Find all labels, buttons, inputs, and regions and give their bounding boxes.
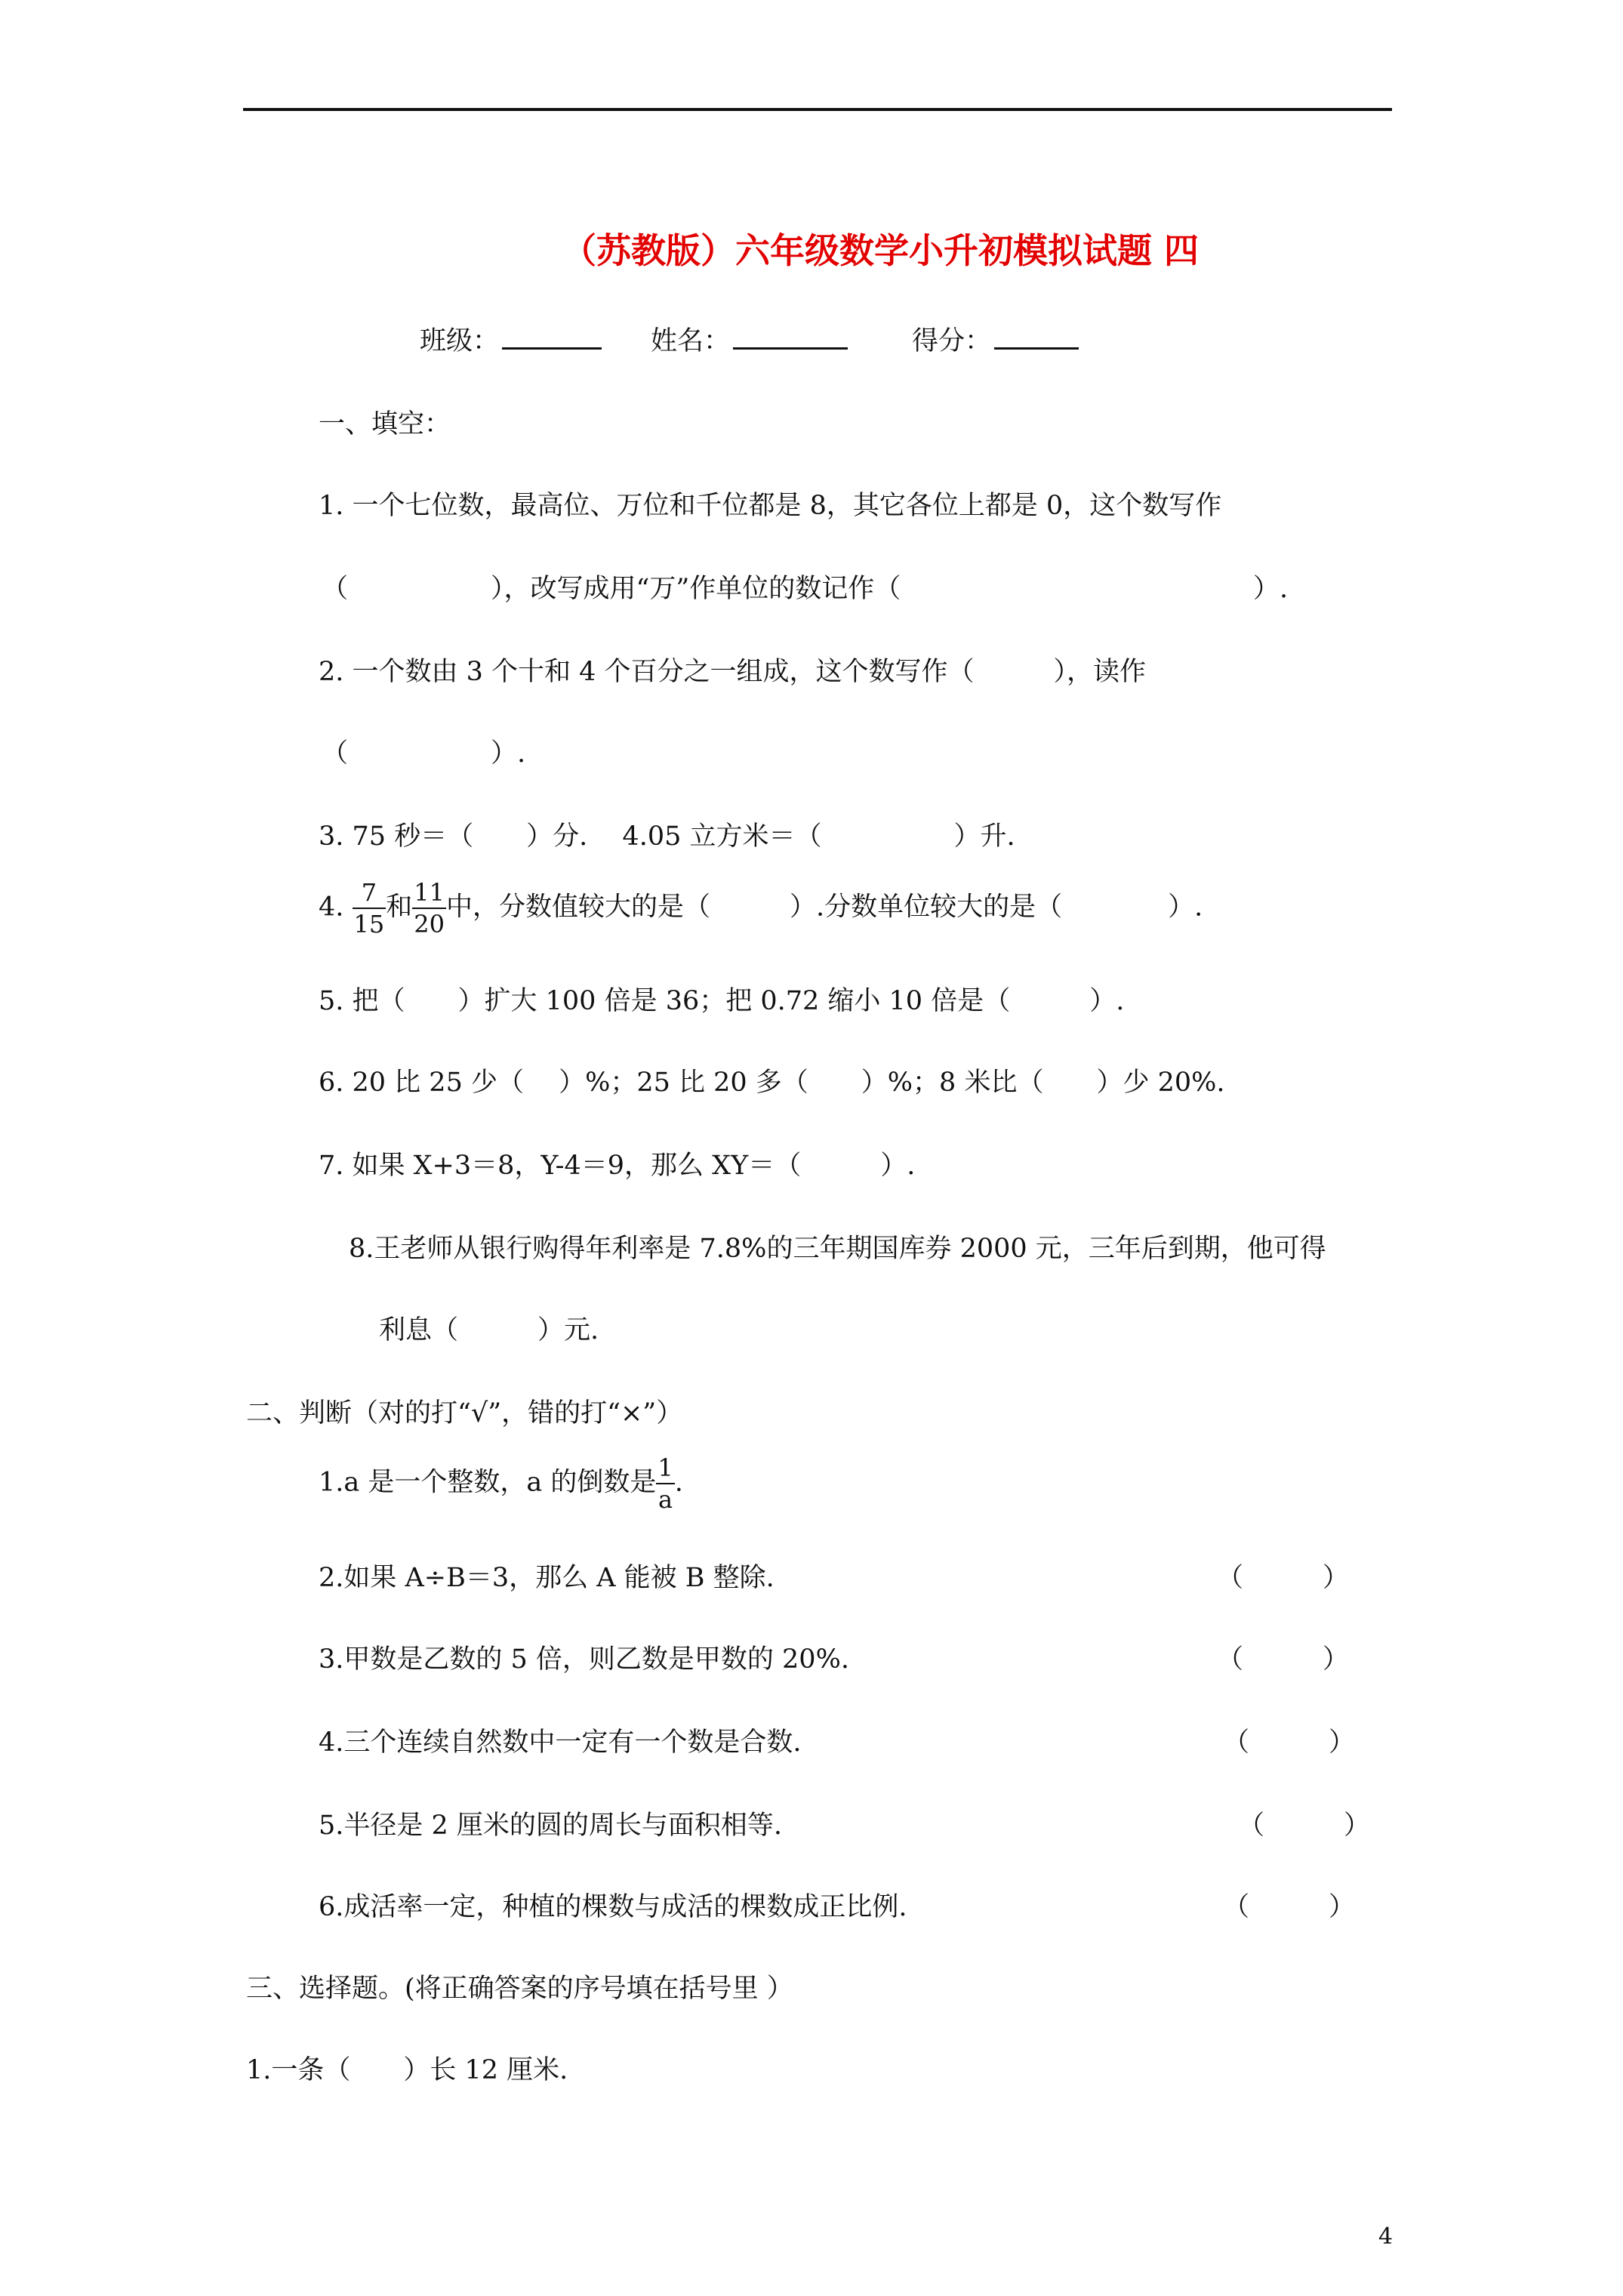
s2-q3: 3.甲数是乙数的 5 倍，则乙数是甲数的 20%.: [319, 1644, 849, 1675]
s1-q1-end: ）.: [1253, 574, 1289, 604]
name-field: [651, 320, 848, 358]
s1-q1-open: （: [322, 574, 349, 604]
class-field: [420, 320, 602, 358]
s1-q6: 6. 20 比 25 少（ ）%；25 比 20 多（ ）%；8 米比（ ）少 20%.: [319, 1068, 1225, 1098]
s2-q4: 4.三个连续自然数中一定有一个数是合数.: [319, 1727, 802, 1758]
s2-q2-paren[interactable]: （ ）: [1217, 1563, 1350, 1593]
fraction-1-a: [656, 1453, 674, 1515]
s1-q4-prefix: 4.: [319, 892, 344, 923]
score-label: 得分：: [912, 326, 992, 356]
name-blank[interactable]: [733, 325, 848, 350]
s2-q1-text: 1.a 是一个整数，a 的倒数是: [319, 1467, 657, 1498]
fraction-11-20: [412, 877, 446, 939]
page-title: （苏教版）六年级数学小升初模拟试题 四: [562, 230, 1200, 271]
frac3-num: 1: [658, 1453, 673, 1482]
s3-q1: 1.一条（ ）长 12 厘米.: [246, 2055, 568, 2085]
s1-q1-line2: ），改写成用“万”作单位的数记作（: [491, 574, 901, 604]
s2-q2: 2.如果 A÷B＝3，那么 A 能被 B 整除.: [319, 1563, 775, 1593]
s1-q4-rest: 中，分数值较大的是（ ）.分数单位较大的是（ ）.: [446, 892, 1203, 923]
frac1-num: 7: [361, 878, 377, 907]
frac1-den: 15: [353, 908, 387, 939]
s2-q5-paren[interactable]: （ ）: [1238, 1811, 1371, 1841]
s1-q3: 3. 75 秒＝（ ）分. 4.05 立方米＝（ ）升.: [319, 821, 1015, 852]
s2-q6-paren[interactable]: （ ）: [1223, 1892, 1356, 1922]
s1-q5: 5. 把（ ）扩大 100 倍是 36；把 0.72 缩小 10 倍是（ ）.: [319, 986, 1125, 1016]
class-label: 班级：: [420, 326, 500, 356]
frac2-den: 20: [412, 908, 446, 939]
score-blank[interactable]: [994, 325, 1079, 350]
section2-heading: 二、判断（对的打“√”，错的打“×”）: [246, 1398, 683, 1428]
frac3-den: a: [656, 1483, 674, 1515]
s2-q6: 6.成活率一定，种植的棵数与成活的棵数成正比例.: [319, 1892, 907, 1922]
s2-q4-paren[interactable]: （ ）: [1223, 1727, 1356, 1758]
s1-q7: 7. 如果 X+3＝8，Y-4＝9，那么 XY＝（ ）.: [319, 1151, 916, 1181]
fraction-7-15: [353, 877, 387, 939]
s1-q8-line1: 8.王老师从银行购得年利率是 7.8%的三年期国库券 2000 元，三年后到期，他可得: [349, 1234, 1326, 1264]
s2-q5: 5.半径是 2 厘米的圆的周长与面积相等.: [319, 1811, 783, 1841]
s1-q8-line2: 利息（ ）元.: [379, 1315, 599, 1345]
class-blank[interactable]: [502, 325, 602, 350]
s1-q2-end: ）.: [491, 738, 526, 769]
section1-heading: 一、填空：: [319, 409, 451, 439]
frac2-num: 11: [414, 878, 445, 907]
s2-q1: [319, 1453, 683, 1515]
s1-q4: [319, 877, 1203, 939]
s2-q3-paren[interactable]: （ ）: [1217, 1644, 1350, 1675]
section3-heading: 三、选择题。(将正确答案的序号填在括号里 ）: [246, 1974, 793, 2004]
s2-q1-end: .: [674, 1467, 683, 1498]
name-label: 姓名：: [651, 326, 731, 356]
page-number: 4: [1378, 2224, 1394, 2250]
s1-q1-line1: 1. 一个七位数，最高位、万位和千位都是 8，其它各位上都是 0，这个数写作: [319, 491, 1222, 521]
header-rule: [243, 108, 1392, 111]
score-field: [912, 320, 1079, 358]
s1-q2-open: （: [322, 738, 349, 769]
s1-q2-line1: 2. 一个数由 3 个十和 4 个百分之一组成，这个数写作（ ），读作: [319, 657, 1147, 687]
s1-q4-and: 和: [386, 892, 413, 923]
